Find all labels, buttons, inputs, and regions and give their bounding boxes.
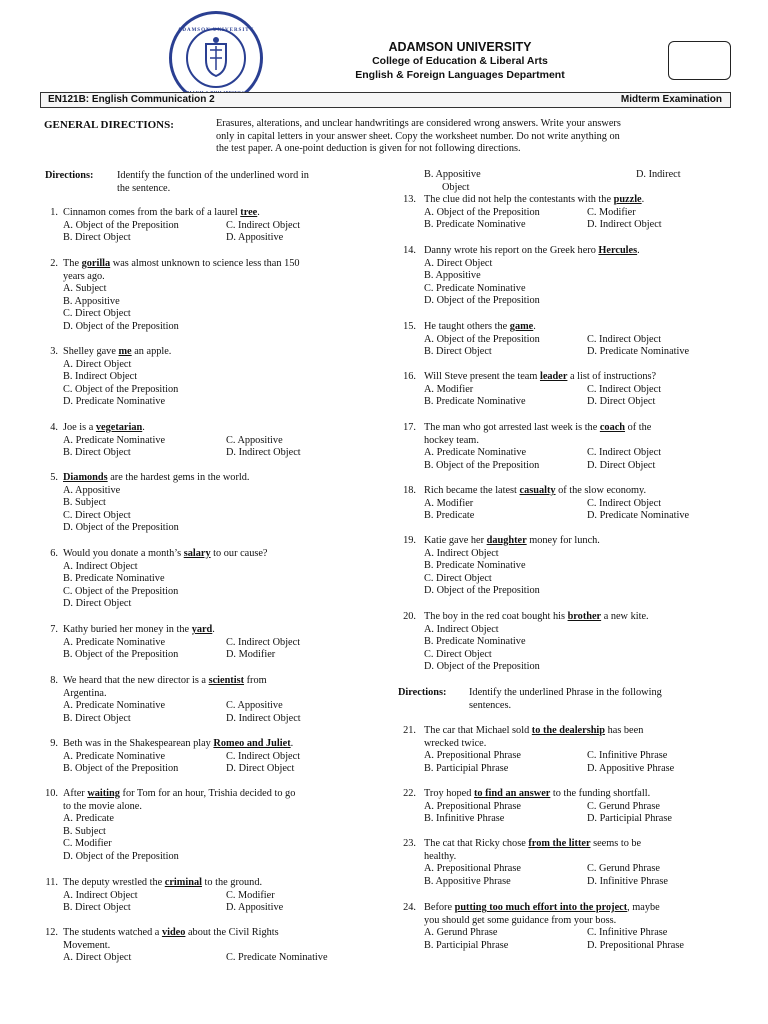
option-a: A. Modifier <box>424 497 474 509</box>
option-c: C. Indirect Object <box>587 497 662 509</box>
option-c: C. Predicate Nominative <box>424 282 526 294</box>
option-b: B. Predicate Nominative <box>424 396 526 408</box>
underlined-word: tree <box>240 207 258 218</box>
underlined-word: casualty <box>519 485 556 496</box>
question-number: 10. <box>45 788 58 799</box>
option-a: A. Indirect Object <box>424 547 499 559</box>
question-number: 3. <box>50 346 58 357</box>
course-code: EN121B: English Communication 2 <box>48 94 215 105</box>
option-a: A. Modifier <box>424 383 474 395</box>
question-text-line2: healthy. <box>424 850 457 862</box>
option-b: B. Object of the Preposition <box>424 459 540 471</box>
option-c: C. Direct Object <box>63 509 131 521</box>
option-c: C. Indirect Object <box>587 383 662 395</box>
underlined-word: leader <box>539 371 568 382</box>
option-a: A. Predicate Nominative <box>424 447 527 459</box>
option-b: B. Predicate Nominative <box>63 573 165 585</box>
question-text: Cinnamon comes from the bark of a laurel tree. <box>63 207 260 218</box>
underlined-word: Romeo and Juliet <box>213 738 291 749</box>
option-c: C. Predicate Nominative <box>226 952 328 964</box>
option-a: A. Direct Object <box>63 358 132 370</box>
option-c: C. Modifier <box>587 206 636 218</box>
option-d: D. Predicate Nominative <box>63 396 166 408</box>
option-c: C. Indirect Object <box>226 636 301 648</box>
option-d: D. Appositive <box>226 902 284 914</box>
underlined-word: Diamonds <box>63 472 108 483</box>
underlined-word: coach <box>599 422 626 433</box>
option-a: A. Direct Object <box>424 257 493 269</box>
question-text: The car that Michael sold to the dealership has been <box>424 725 644 736</box>
question-number: 19. <box>403 535 416 546</box>
question-number: 13. <box>403 194 416 205</box>
option-d: D. Direct Object <box>587 459 656 471</box>
option-c: C. Direct Object <box>63 308 131 320</box>
option-c: C. Appositive <box>226 434 283 446</box>
directions-text: Identify the function of the underlined word in <box>117 170 309 181</box>
underlined-word: scientist <box>208 675 245 686</box>
option-a: A. Predicate <box>63 813 114 825</box>
option-c: C. Indirect Object <box>226 750 301 762</box>
option-b: B. Appositive <box>63 295 120 307</box>
question-number: 22. <box>403 788 416 799</box>
underlined-phrase: putting too much effort into the project <box>454 902 628 913</box>
question-text: He taught others the game. <box>424 321 536 332</box>
question-number: 5. <box>50 472 58 483</box>
option-b: B. Appositive Phrase <box>424 875 511 887</box>
option-c: C. Gerund Phrase <box>587 800 660 812</box>
question-text-line2: you should get some guidance from your boss. <box>424 914 617 926</box>
directions-text: sentences. <box>469 699 512 711</box>
question-number: 16. <box>403 371 416 382</box>
option-d: D. Predicate Nominative <box>587 510 690 522</box>
underlined-word: vegetarian <box>95 422 143 433</box>
college-name: College of Education & Liberal Arts <box>372 55 548 67</box>
question-text-line2: wrecked twice. <box>424 737 487 749</box>
option-b: B. Subject <box>63 497 106 509</box>
question-number: 7. <box>50 624 58 635</box>
option-a: A. Object of the Preposition <box>424 333 540 345</box>
option-d: D. Object of the Preposition <box>424 295 540 307</box>
general-directions-line: the test paper. A one-point deduction is given for not following directions. <box>216 143 521 154</box>
question-text: Troy hoped to find an answer to the funding shortfall. <box>424 788 651 799</box>
question-text: Before putting too much effort into the project, maybe <box>424 902 660 913</box>
option-a: A. Object of the Preposition <box>424 206 540 218</box>
underlined-word: yard <box>191 624 213 635</box>
question-text: We heard that the new director is a scientist from <box>63 675 267 686</box>
question-number: 14. <box>403 245 416 256</box>
question-text: The boy in the red coat bought his brother a new kite. <box>424 611 649 622</box>
question-number: 9. <box>50 738 58 749</box>
option-c: C. Infinitive Phrase <box>587 750 668 762</box>
question-text-line2: years ago. <box>63 270 105 282</box>
option-d: D. Indirect Object <box>226 447 301 459</box>
question-text: Kathy buried her money in the yard. <box>63 624 215 635</box>
right-column <box>398 0 728 1024</box>
question-text: Joe is a vegetarian. <box>63 422 145 433</box>
option-c: C. Modifier <box>226 889 275 901</box>
option-a: A. Appositive <box>63 484 121 496</box>
option-d: D. Infinitive Phrase <box>587 875 668 887</box>
option-d: D. Direct Object <box>587 396 656 408</box>
option-d: D. Indirect Object <box>226 712 301 724</box>
question-text: The gorilla was almost unknown to science less than 150 <box>63 258 300 269</box>
question-text: Would you donate a month’s salary to our cause? <box>63 548 268 559</box>
question-number: 20. <box>403 611 416 622</box>
option-b: B. Direct Object <box>63 232 131 244</box>
underlined-phrase: to find an answer <box>473 788 551 799</box>
question-text: The man who got arrested last week is the coach of the <box>424 422 652 433</box>
question-text: Shelley gave me an apple. <box>63 346 172 357</box>
option-a: A. Indirect Object <box>63 560 138 572</box>
option-b: B. Object of the Preposition <box>63 649 179 661</box>
underlined-phrase: to the dealership <box>531 725 606 736</box>
option-c: C. Direct Object <box>424 648 492 660</box>
question-text: Will Steve present the team leader a list of instructions? <box>424 371 657 382</box>
underlined-word: me <box>118 346 132 357</box>
exam-title: Midterm Examination <box>620 94 722 105</box>
option-c: C. Appositive <box>226 700 283 712</box>
question-text: Beth was in the Shakespearean play Romeo and Juliet. <box>63 738 294 749</box>
option-c: C. Indirect Object <box>587 447 662 459</box>
department-name: English & Foreign Languages Department <box>355 69 565 81</box>
option-b: B. Subject <box>63 825 106 837</box>
left-column <box>40 0 380 1024</box>
underlined-word: game <box>509 321 534 332</box>
option-d: D. Direct Object <box>63 598 132 610</box>
option-d: D. Indirect Object <box>587 219 662 231</box>
option-a: A. Indirect Object <box>63 889 138 901</box>
option-a: A. Predicate Nominative <box>63 700 166 712</box>
underlined-word: Hercules <box>598 245 638 256</box>
option-b: B. Infinitive Phrase <box>424 813 505 825</box>
option-a: A. Gerund Phrase <box>424 927 498 939</box>
option-d: D. Prepositional Phrase <box>587 939 684 951</box>
option-a: A. Subject <box>63 283 107 295</box>
question-number: 1. <box>50 207 58 218</box>
option-b: B. Appositive <box>424 169 481 180</box>
question-number: 15. <box>403 321 416 332</box>
option-d: D. Object of the Preposition <box>63 522 179 534</box>
option-b: B. Appositive <box>424 270 481 282</box>
question-text: The deputy wrestled the criminal to the ground. <box>63 877 263 888</box>
general-directions-line: only in capital letters in your answer sheet. Copy the worksheet number. Do not write anything on <box>216 130 620 142</box>
option-d: D. Object of the Preposition <box>424 661 540 673</box>
question-number: 11. <box>45 877 58 888</box>
option-b: B. Object of the Preposition <box>63 763 179 775</box>
option-b: B. Indirect Object <box>63 371 138 383</box>
question-text: The cat that Ricky chose from the litter seems to be <box>424 838 642 849</box>
option-b: B. Predicate Nominative <box>424 219 526 231</box>
option-d: D. Modifier <box>226 649 276 661</box>
option-d: D. Object of the Preposition <box>63 321 179 332</box>
question-number: 12. <box>45 927 58 938</box>
underlined-word: daughter <box>486 535 527 546</box>
option-d: D. Indirect <box>636 169 681 180</box>
option-b: B. Predicate Nominative <box>424 636 526 648</box>
option-c: C. Direct Object <box>424 572 492 584</box>
question-text: Diamonds are the hardest gems in the world. <box>63 472 250 483</box>
underlined-word: criminal <box>164 877 202 888</box>
option-a: A. Direct Object <box>63 952 132 964</box>
option-c: C. Indirect Object <box>226 219 301 231</box>
general-directions-label: GENERAL DIRECTIONS: <box>44 119 174 131</box>
underlined-word: gorilla <box>81 258 111 269</box>
question-number: 6. <box>50 548 58 559</box>
question-number: 2. <box>50 258 58 269</box>
option-b: B. Predicate Nominative <box>424 560 526 572</box>
option-c: C. Infinitive Phrase <box>587 927 668 939</box>
option-c: C. Indirect Object <box>587 333 662 345</box>
option-b: B. Direct Object <box>424 346 492 358</box>
option-b: B. Participial Phrase <box>424 939 509 951</box>
option-c: C. Object of the Preposition <box>63 585 179 597</box>
option-a: A. Indirect Object <box>424 623 499 635</box>
general-directions-line: Erasures, alterations, and unclear handwritings are considered wrong answers. Write your answers <box>216 118 621 129</box>
option-a: A. Predicate Nominative <box>63 750 166 762</box>
question-text: Danny wrote his report on the Greek hero Hercules. <box>424 245 640 256</box>
option-b: B. Direct Object <box>63 447 131 459</box>
question-number: 18. <box>403 485 416 496</box>
question-number: 21. <box>403 725 416 736</box>
option-d: D. Appositive <box>226 232 284 244</box>
question-text: Katie gave her daughter money for lunch. <box>424 535 600 546</box>
directions-label: Directions: <box>45 170 94 181</box>
option-d: D. Predicate Nominative <box>587 346 690 358</box>
option-b: B. Direct Object <box>63 902 131 914</box>
option-d: D. Object of the Preposition <box>424 585 540 597</box>
option-a: A. Prepositional Phrase <box>424 863 521 875</box>
option-a: A. Predicate Nominative <box>63 434 166 446</box>
option-d-line2: Object <box>442 181 470 193</box>
option-a: A. Object of the Preposition <box>63 219 179 231</box>
question-number: 23. <box>403 838 416 849</box>
question-text-line2: hockey team. <box>424 434 479 446</box>
option-c: C. Object of the Preposition <box>63 383 179 395</box>
underlined-word: salary <box>183 548 211 559</box>
option-a: A. Prepositional Phrase <box>424 750 521 762</box>
question-text: After waiting for Tom for an hour, Trishia decided to go <box>63 788 296 799</box>
option-a: A. Prepositional Phrase <box>424 800 521 812</box>
question-number: 8. <box>50 675 58 686</box>
question-number: 24. <box>403 902 416 913</box>
question-number: 4. <box>50 422 58 433</box>
option-c: C. Modifier <box>63 838 112 850</box>
option-d: D. Object of the Preposition <box>63 851 179 862</box>
question-text-line2: to the movie alone. <box>63 800 142 812</box>
underlined-word: puzzle <box>613 194 642 205</box>
underlined-word: video <box>161 927 186 938</box>
question-text: Rich became the latest casualty of the slow economy. <box>424 485 647 496</box>
option-d: D. Appositive Phrase <box>587 762 675 774</box>
seal-top-text: ADAMSON UNIVERSITY <box>177 28 255 33</box>
option-b: B. Predicate <box>424 510 475 522</box>
underlined-phrase: from the litter <box>528 838 591 849</box>
option-a: A. Predicate Nominative <box>63 636 166 648</box>
directions-text: the sentence. <box>117 182 171 194</box>
question-text-line2: Movement. <box>63 939 111 951</box>
option-b: B. Participial Phrase <box>424 762 509 774</box>
underlined-word: brother <box>567 611 602 622</box>
option-d: D. Direct Object <box>226 763 295 775</box>
university-name: ADAMSON UNIVERSITY <box>388 40 532 54</box>
option-c: C. Gerund Phrase <box>587 863 660 875</box>
underlined-word: waiting <box>87 788 120 799</box>
option-b: B. Direct Object <box>63 712 131 724</box>
question-number: 17. <box>403 422 416 433</box>
question-text-line2: Argentina. <box>63 687 107 699</box>
directions-label: Directions: <box>398 687 447 698</box>
question-text: The students watched a video about the Civil Rights <box>63 927 279 938</box>
directions-text: Identify the underlined Phrase in the following <box>469 687 662 698</box>
question-text: The clue did not help the contestants with the puzzle. <box>424 194 645 205</box>
option-d: D. Participial Phrase <box>587 813 672 825</box>
